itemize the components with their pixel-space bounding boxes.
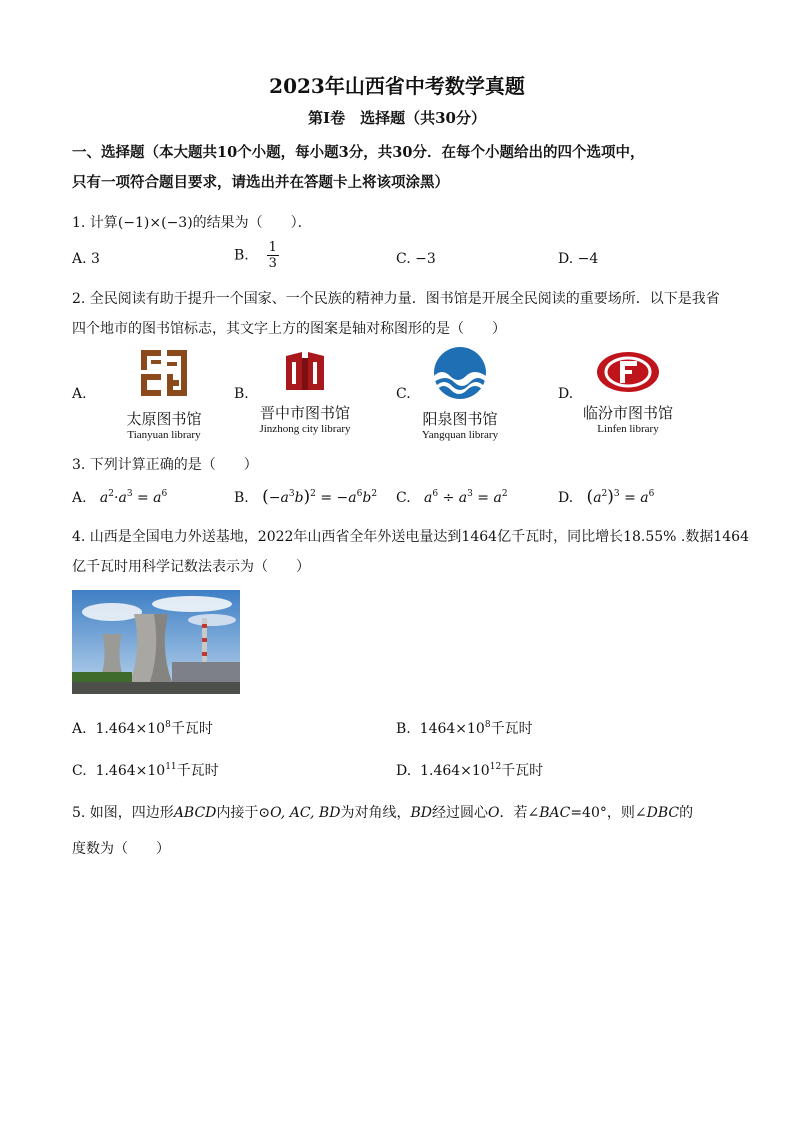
q1-option-d [558,251,598,267]
library-name-cn: 太原图书馆 [126,410,202,428]
q1-option-b [234,240,279,271]
option-label: B. [234,247,249,264]
q2-option-a-logo [94,348,234,441]
fraction [267,240,279,271]
option-exponent: 11 [165,762,177,772]
q1-prefix: 1. 计算 [72,215,118,231]
option-label: A. [72,721,87,737]
q1-suffix: 的结果为（ ）． [192,215,312,231]
library-name-en: Yangquan library [421,429,499,441]
option-unit: 千瓦时 [490,721,533,737]
library-name-cn: 阳泉图书馆 [422,410,498,428]
option-label: C. [396,251,411,267]
question-2-line-2: 四个地市的图书馆标志，其文字上方的图案是轴对称图形的是（ ） [72,321,506,337]
question-3-stem: 3. 下列计算正确的是（ ） [72,457,258,473]
q3-a-formula: $a^2\cdot a^3 = a^6$ [99,489,168,506]
page-title: 2023年山西省中考数学真题 [269,74,525,98]
option-value: −3 [415,251,436,267]
q2-option-d-label: D. [558,386,574,402]
text-segment: 内接于 [216,805,259,821]
q2-option-c-label: C. [396,386,411,402]
q4-option-a [72,718,213,738]
option-unit: 千瓦时 [501,763,544,779]
option-label: A. [72,490,87,506]
cooling-tower-image [72,590,240,694]
option-label: D. [558,251,574,267]
q3-option-b [234,487,377,507]
library-name-en: Jinzhong city library [259,423,351,435]
power-plant-photo [72,590,240,694]
question-5-line-2: 度数为（ ） [72,841,170,857]
library-name-cn: 晋中市图书馆 [259,404,350,422]
library-name-en: Tianyuan library [127,429,201,441]
q3-option-c [396,489,508,506]
option-label: C. [396,490,411,506]
option-mantissa: 1464×10 [419,721,485,737]
option-exponent: 12 [489,762,502,772]
q3-c-formula: $a^6 \div a^3 = a^2$ [424,489,508,506]
q4-option-d [396,760,543,780]
q2-option-c-logo [395,346,525,441]
option-unit: 千瓦时 [176,763,219,779]
q1-option-c [396,251,436,267]
option-label: B. [396,721,411,737]
q2-option-b-logo [240,348,370,435]
option-exponent: 8 [484,720,491,730]
q1-expression: (−1)×(−3) [117,215,193,231]
question-5-line-1 [72,802,693,822]
fraction-denominator: 3 [268,256,277,271]
diagonal-bd: BD [410,805,432,821]
instructions-line-2: 只有一项符合题目要求，请选出并在答题卡上将该项涂黑） [72,174,449,191]
q2-option-d-logo [563,350,693,435]
taiyuan-library-icon [139,348,189,400]
option-mantissa: 1.464×10 [95,721,166,737]
text-segment: 为对角线， [340,805,411,821]
q1-option-a [72,251,100,267]
library-name-cn: 临汾市图书馆 [582,404,673,422]
question-1-stem [72,212,312,232]
q4-option-b [396,718,533,738]
quadrilateral-name: ABCD [173,805,217,821]
fraction-numerator: 1 [268,240,277,255]
q3-b-formula: $(-a^3b)^2 = -a^6b^2$ [262,487,378,507]
angle-dbc: DBC [646,805,680,821]
q2-option-a-label: A. [72,386,87,402]
option-value: 3 [91,251,100,267]
section-heading: 第Ⅰ卷 选择题（共30分） [308,109,486,127]
text-segment: =40°，则∠ [570,805,647,821]
q3-d-formula: $(a^2)^3 = a^6$ [586,487,655,507]
option-mantissa: 1.464×10 [95,763,166,779]
text-segment: 的 [679,805,694,821]
option-label: B. [234,490,249,506]
q4-option-c [72,760,219,780]
library-name-en: Linfen library [597,423,659,435]
question-4-line-2: 亿千瓦时用科学记数法表示为（ ） [72,559,310,575]
question-2-line-1: 2. 全民阅读有助于提升一个国家、一个民族的精神力量．图书馆是开展全民阅读的重要场所．以下是我省 [72,291,720,307]
q3-option-d [558,487,654,507]
yangquan-library-icon [433,346,487,400]
option-label: D. [558,490,574,506]
option-label: A. [72,251,87,267]
jinzhong-library-icon [282,348,328,394]
text-segment: ．若∠ [499,805,540,821]
center-o: O [487,805,500,821]
circle-and-diagonals: ⊙O, AC, BD [258,805,341,821]
text-segment: 5. 如图，四边形 [72,805,174,821]
option-label: C. [72,763,87,779]
linfen-library-icon [596,350,660,394]
q3-option-a [72,489,167,506]
option-unit: 千瓦时 [170,721,213,737]
option-label: D. [396,763,412,779]
option-value: −4 [577,251,599,267]
text-segment: 经过圆心 [431,805,488,821]
angle-bac: BAC [539,805,571,821]
option-exponent: 8 [165,720,171,730]
instructions-line-1: 一、选择题（本大题共10个小题，每小题3分，共30分．在每个小题给出的四个选项中， [72,144,645,161]
option-mantissa: 1.464×10 [420,763,490,779]
q2-option-b-label: B. [234,386,249,402]
question-4-line-1: 4. 山西是全国电力外送基地，2022年山西省全年外送电量达到1464亿千瓦时，同比增长18.55% .数据1464 [72,529,749,545]
